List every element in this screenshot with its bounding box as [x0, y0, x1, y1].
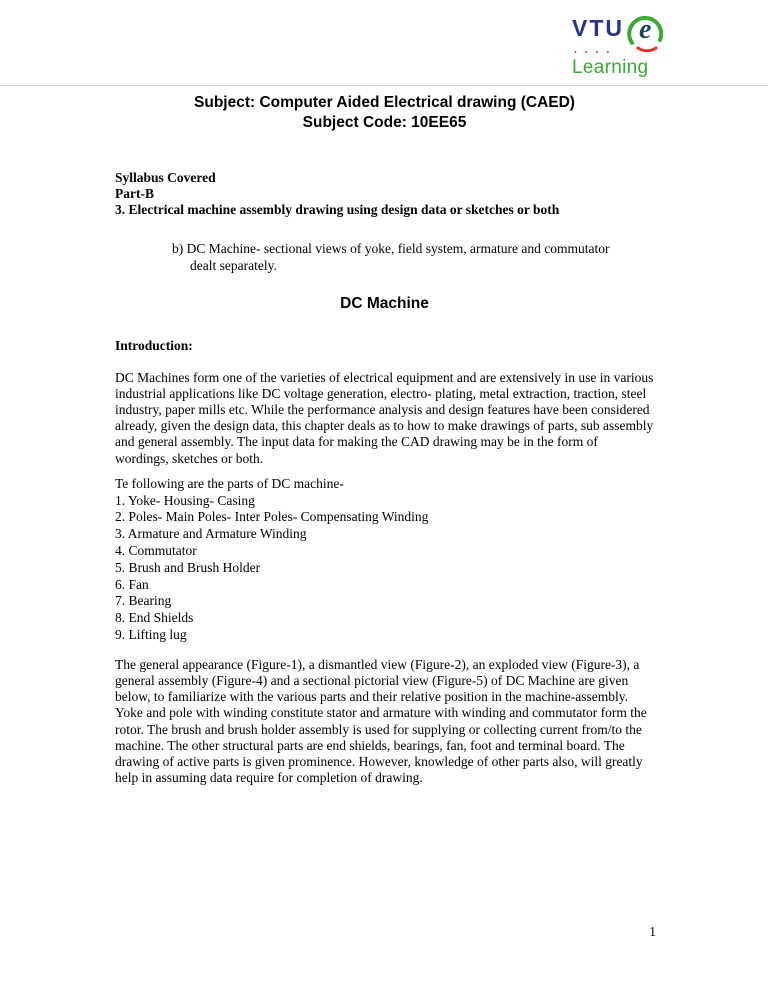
syllabus-item: 3. Electrical machine assembly drawing using design data or sketches or both — [115, 202, 560, 218]
parts-item: 3. Armature and Armature Winding — [115, 526, 307, 542]
document-title — [115, 93, 654, 133]
parts-item: 2. Poles- Main Poles- Inter Poles- Compensating Winding — [115, 509, 429, 525]
logo-learning-text: Learning — [572, 57, 649, 78]
parts-item: 6. Fan — [115, 576, 149, 592]
logo-vtu-text: VTU — [572, 15, 624, 41]
sub-item-line2: dealt separately. — [190, 257, 277, 273]
document-content — [0, 93, 768, 786]
closing-paragraph-2: Yoke and pole with winding constitute stator and armature with winding and commutator form the rotor. The brush and brush holder assembly is used for supplying or collecting current from/to the machine. The other structural parts are end shields, bearings, fan, foot and terminal board. The drawing of active parts is given prominence. However, knowledge of other parts also, will greatly help in assuming data require for completion of drawing. — [115, 705, 647, 786]
parts-item: 7. Bearing — [115, 593, 172, 609]
closing-paragraph-1: The general appearance (Figure-1), a dismantled view (Figure-2), an exploded view (Figure-3), a general assembly (Figure-4) and a sectional pictorial view (Figure-5) of DC Machine are given below, to familiarize with the various parts and their relative position in the machine-assembly. — [115, 656, 640, 705]
logo-top-row — [572, 10, 668, 52]
section-title: DC Machine — [340, 294, 429, 312]
subject-title-line: Subject: Computer Aided Electrical drawing (CAED) — [194, 94, 575, 111]
logo-e-mark — [626, 10, 668, 52]
logo-dots: • • • • — [574, 48, 613, 57]
page-header — [0, 0, 768, 85]
parts-item: 4. Commutator — [115, 543, 197, 559]
subject-code-line: Subject Code: 10EE65 — [302, 114, 467, 131]
parts-item: 5. Brush and Brush Holder — [115, 559, 261, 575]
header-divider — [0, 85, 768, 86]
vtu-elearning-logo — [572, 10, 668, 78]
syllabus-sub-item — [115, 240, 654, 274]
page-number: 1 — [649, 924, 656, 939]
logo-e-letter: e — [639, 14, 652, 45]
syllabus-heading: Syllabus Covered — [115, 170, 216, 185]
parts-list — [115, 476, 654, 644]
parts-item: 1. Yoke- Housing- Casing — [115, 492, 255, 508]
sub-item-line1: b) DC Machine- sectional views of yoke, field system, armature and commutator — [172, 240, 610, 256]
syllabus-part: Part-B — [115, 186, 154, 202]
introduction-heading: Introduction: — [115, 337, 193, 353]
parts-intro: Te following are the parts of DC machine- — [115, 475, 344, 491]
syllabus-block — [115, 170, 654, 219]
parts-item: 8. End Shields — [115, 610, 194, 626]
introduction-paragraph: DC Machines form one of the varieties of electrical equipment and are extensively in use in various industrial applications like DC voltage generation, electro- plating, metal extraction, traction, steel industry, paper mills etc. While the performance analysis and design features have been considered already, given the design data, this chapter deals as to how to make drawings of parts, sub assembly and general assembly. The input data for making the CAD drawing may be in the form of wordings, sketches or both. — [115, 369, 654, 466]
parts-item: 9. Lifting lug — [115, 627, 187, 642]
closing-paragraphs — [115, 657, 654, 787]
